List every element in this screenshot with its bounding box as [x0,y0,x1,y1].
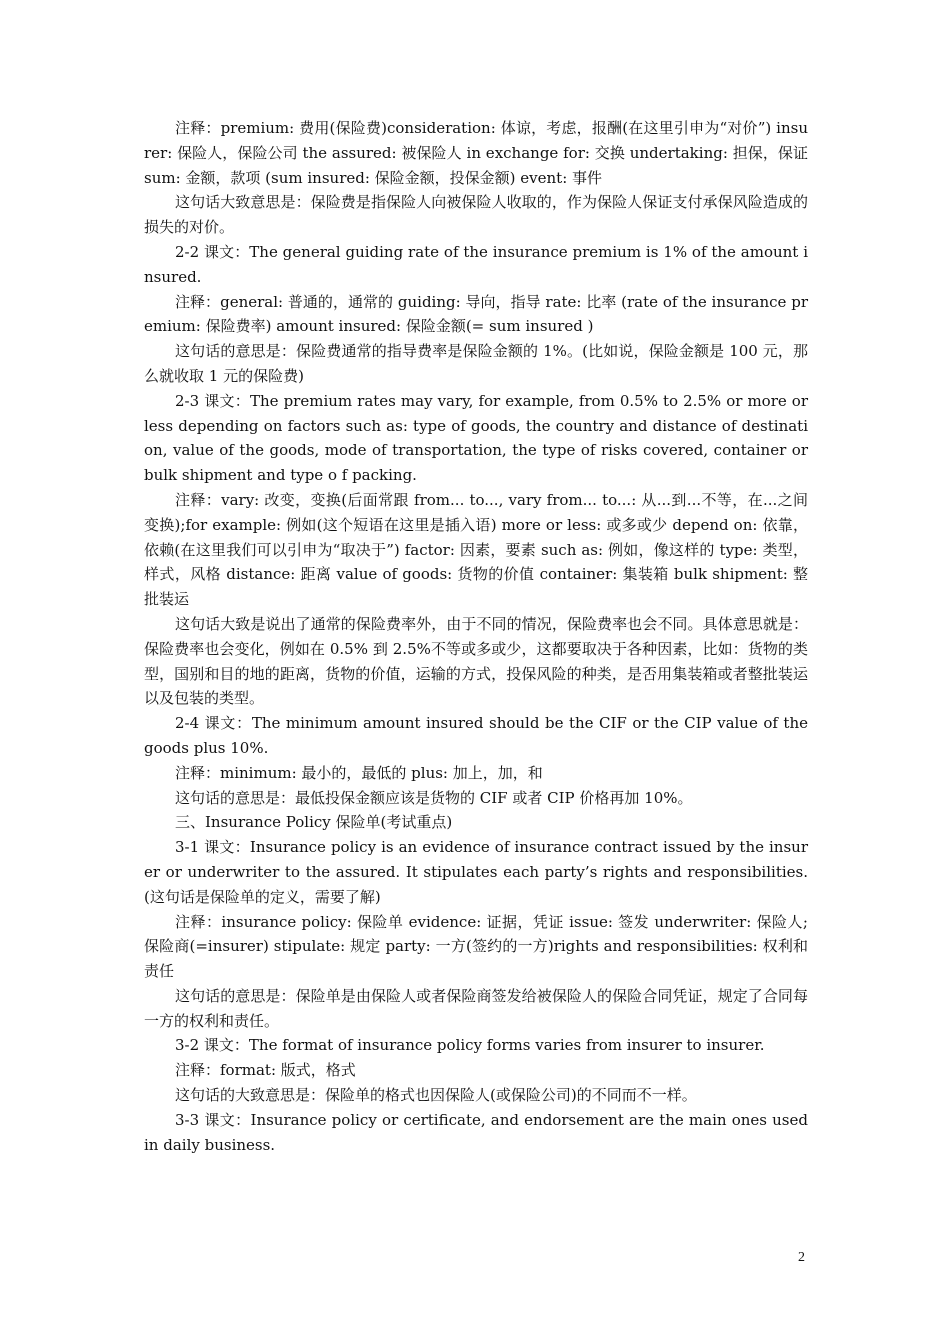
page-number: 2 [798,1250,805,1265]
paragraph: 注释：insurance policy: 保险单 evidence: 证据，凭证 issue: 签发 underwriter: 保险人;保险商(=insurer) stipulate: 规定 party: 一方(签约的一方)rights and responsibilities: 权利和责任 [144,912,808,981]
paragraph: 注释：format: 版式，格式 [175,1061,356,1080]
paragraph: 3-2 课文：The format of insurance policy forms varies from insurer to insurer. [175,1036,765,1055]
paragraph: 这句话的意思是：保险费通常的指导费率是保险金额的 1%。(比如说，保险金额是 100 元，那么就收取 1 元的保险费) [144,342,808,385]
paragraph: 这句话大致意思是：保险费是指保险人向被保险人收取的，作为保险人保证支付承保风险造成的损失的对价。 [144,193,808,237]
paragraph: 这句话的意思是：保险单是由保险人或者保险商签发给被保险人的保险合同凭证，规定了合同每一方的权利和责任。 [144,986,808,1030]
paragraph: 2-4 课文：The minimum amount insured should be the CIF or the CIP value of the goods plus 10%. [144,714,808,757]
paragraph: 注释：premium: 费用(保险费)consideration: 体谅，考虑，报酬(在这里引申为“对价”) insurer: 保险人，保险公司 the assured: 被保险人 in exchange for: 交换 undertaking: 担保，保证 sum: 金额，款项 (sum insured: 保险金额，投保金额) event: 事件 [144,119,808,187]
paragraph: 注释：minimum: 最小的，最低的 plus: 加上，加，和 [175,763,543,782]
paragraph: 2-2 课文：The general guiding rate of the insurance premium is 1% of the amount insured. [144,242,808,286]
paragraph: 这句话的意思是：最低投保金额应该是货物的 CIF 或者 CIP 价格再加 10%。 [175,788,693,807]
paragraph: 这句话大致是说出了通常的保险费率外，由于不同的情况，保险费率也会不同。具体意思就是：保险费率也会变化，例如在 0.5% 到 2.5%不等或多或少，这都要取决于各种因素，比如：货物的类型，国别和目的地的距离，货物的价值，运输的方式，投保风险的种类，是否用集装箱或者整批装运以及包装的类型。 [144,614,808,708]
paragraph: 注释：vary: 改变，变换(后面常跟 from... to..., vary from... to...: 从...到...不等，在...之间变换);for example: 例如(这个短语在这里是插入语) more or less: 或多或少 depend on: 依靠，依赖(在这里我们可以引申为“取决于”) factor: 因素，要素 such as: 例如，像这样的 type: 类型，样式，风格 distance: 距离 value of goods: 货物的价值 container: 集装箱 bulk shipment: 整批装运 [144,490,808,609]
document-body [144,116,808,1157]
paragraph: 3-1 课文：Insurance policy is an evidence of insurance contract issued by the insurer or underwriter to the assured. It stipulates each party’s rights and responsibilities.(这句话是保险单的定义，需要了解) [144,838,808,906]
paragraph: 3-3 课文：Insurance policy or certificate, and endorsement are the main ones used in daily business. [144,1110,808,1154]
section-heading: 三、Insurance Policy 保险单(考试重点) [175,813,453,832]
paragraph: 2-3 课文：The premium rates may vary, for example, from 0.5% to 2.5% or more or less depending on factors such as: type of goods, the country and distance of destination, value of the goods, mode of transportation, the type of risks covered, container or bulk shipment and type o f packing. [144,391,808,485]
paragraph: 这句话的大致意思是：保险单的格式也因保险人(或保险公司)的不同而不一样。 [175,1086,697,1105]
paragraph: 注释：general: 普通的，通常的 guiding: 导向，指导 rate: 比率 (rate of the insurance premium: 保险费率) amount insured: 保险金额(= sum insured ) [144,292,808,336]
